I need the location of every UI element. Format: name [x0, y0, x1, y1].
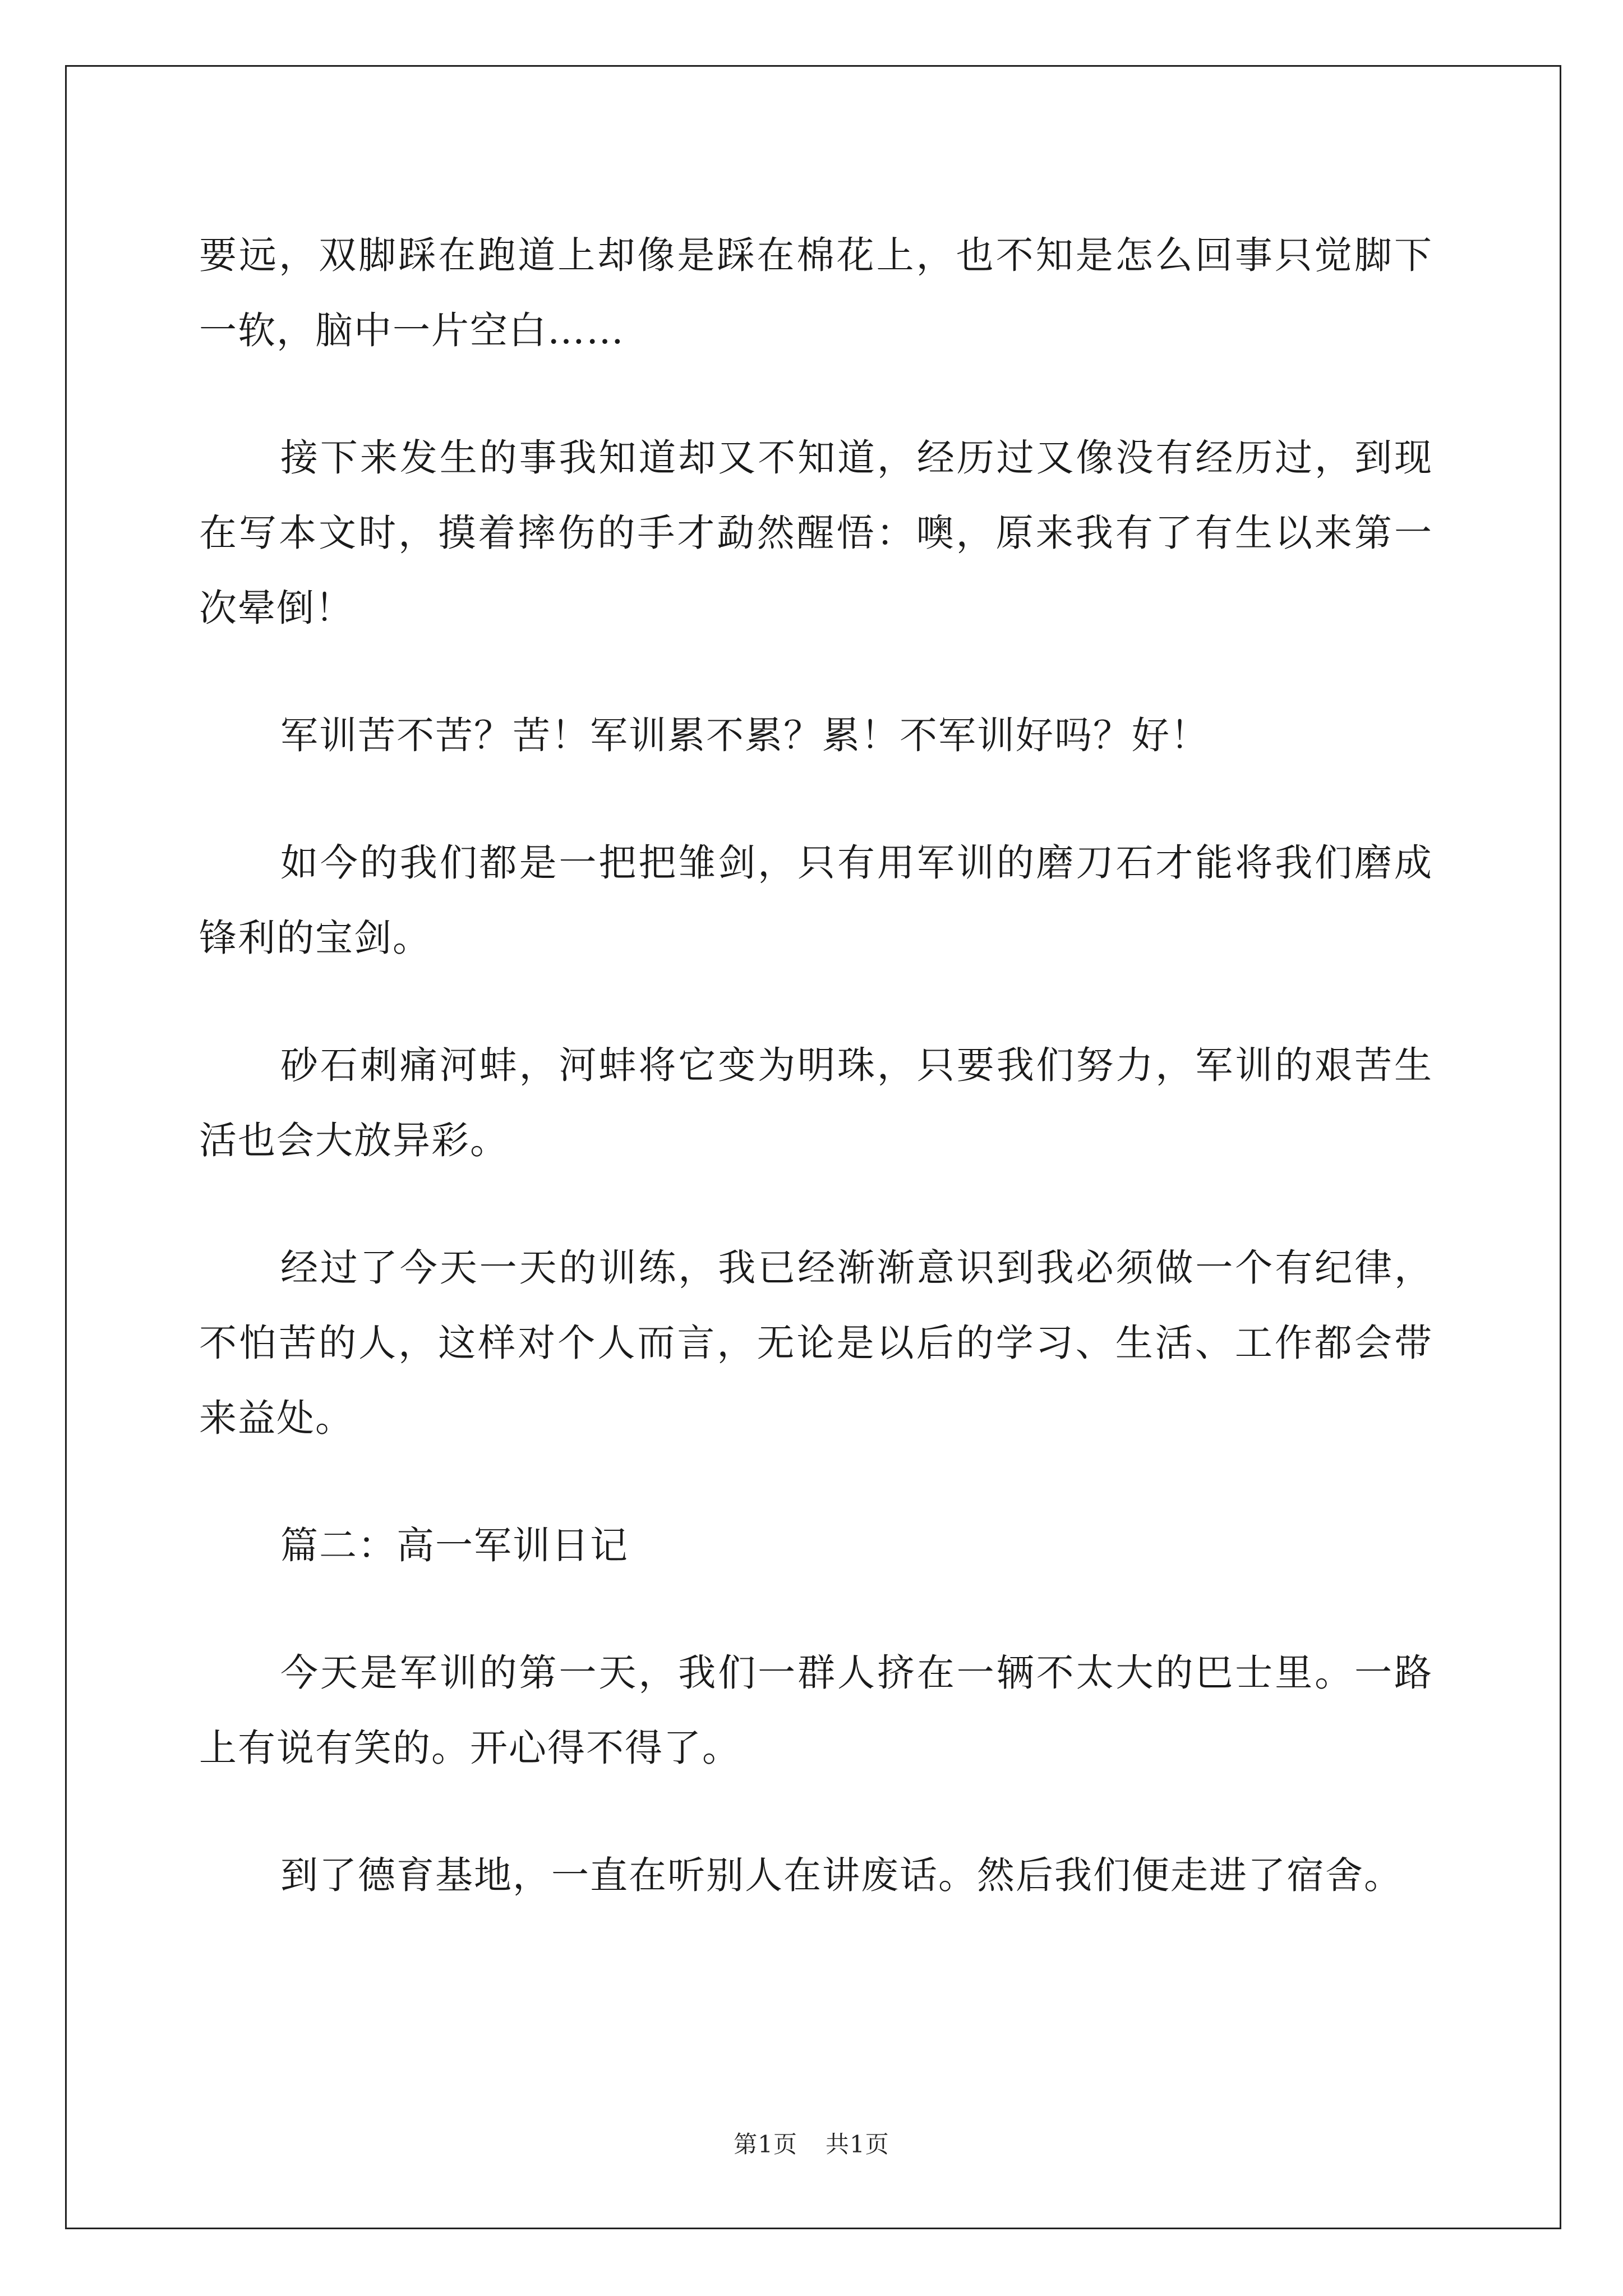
page-number-total: 共1页 — [826, 2131, 889, 2158]
paragraph: 接下来发生的事我知道却又不知道，经历过又像没有经历过，到现在写本文时，摸着摔伤的手才勐然醒悟：噢，原来我有了有生以来第一次晕倒！ — [199, 436, 1433, 630]
section-heading: 篇二：高一军训日记 — [280, 1524, 629, 1567]
paragraph: 到了德育基地，一直在听别人在讲废话。然后我们便走进了宿舍。 — [280, 1853, 1403, 1897]
paragraph: 要远，双脚踩在跑道上却像是踩在棉花上，也不知是怎么回事只觉脚下一软，脑中一片空白…… — [199, 233, 1433, 352]
page-footer — [0, 2126, 1623, 2160]
paragraph: 军训苦不苦？苦！军训累不累？累！不军训好吗？好！ — [280, 714, 1209, 757]
paragraph: 砂石刺痛河蚌，河蚌将它变为明珠，只要我们努力，军训的艰苦生活也会大放异彩。 — [199, 1043, 1433, 1162]
document-body — [199, 218, 1433, 1965]
paragraph: 经过了今天一天的训练，我已经渐渐意识到我必须做一个有纪律，不怕苦的人，这样对个人而言，无论是以后的学习、生活、工作都会带来益处。 — [199, 1246, 1433, 1440]
paragraph: 今天是军训的第一天，我们一群人挤在一辆不太大的巴士里。一路上有说有笑的。开心得不得了。 — [199, 1651, 1433, 1770]
paragraph: 如今的我们都是一把把雏剑，只有用军训的磨刀石才能将我们磨成锋利的宝剑。 — [199, 841, 1433, 960]
page-number-current: 第1页 — [734, 2131, 797, 2158]
